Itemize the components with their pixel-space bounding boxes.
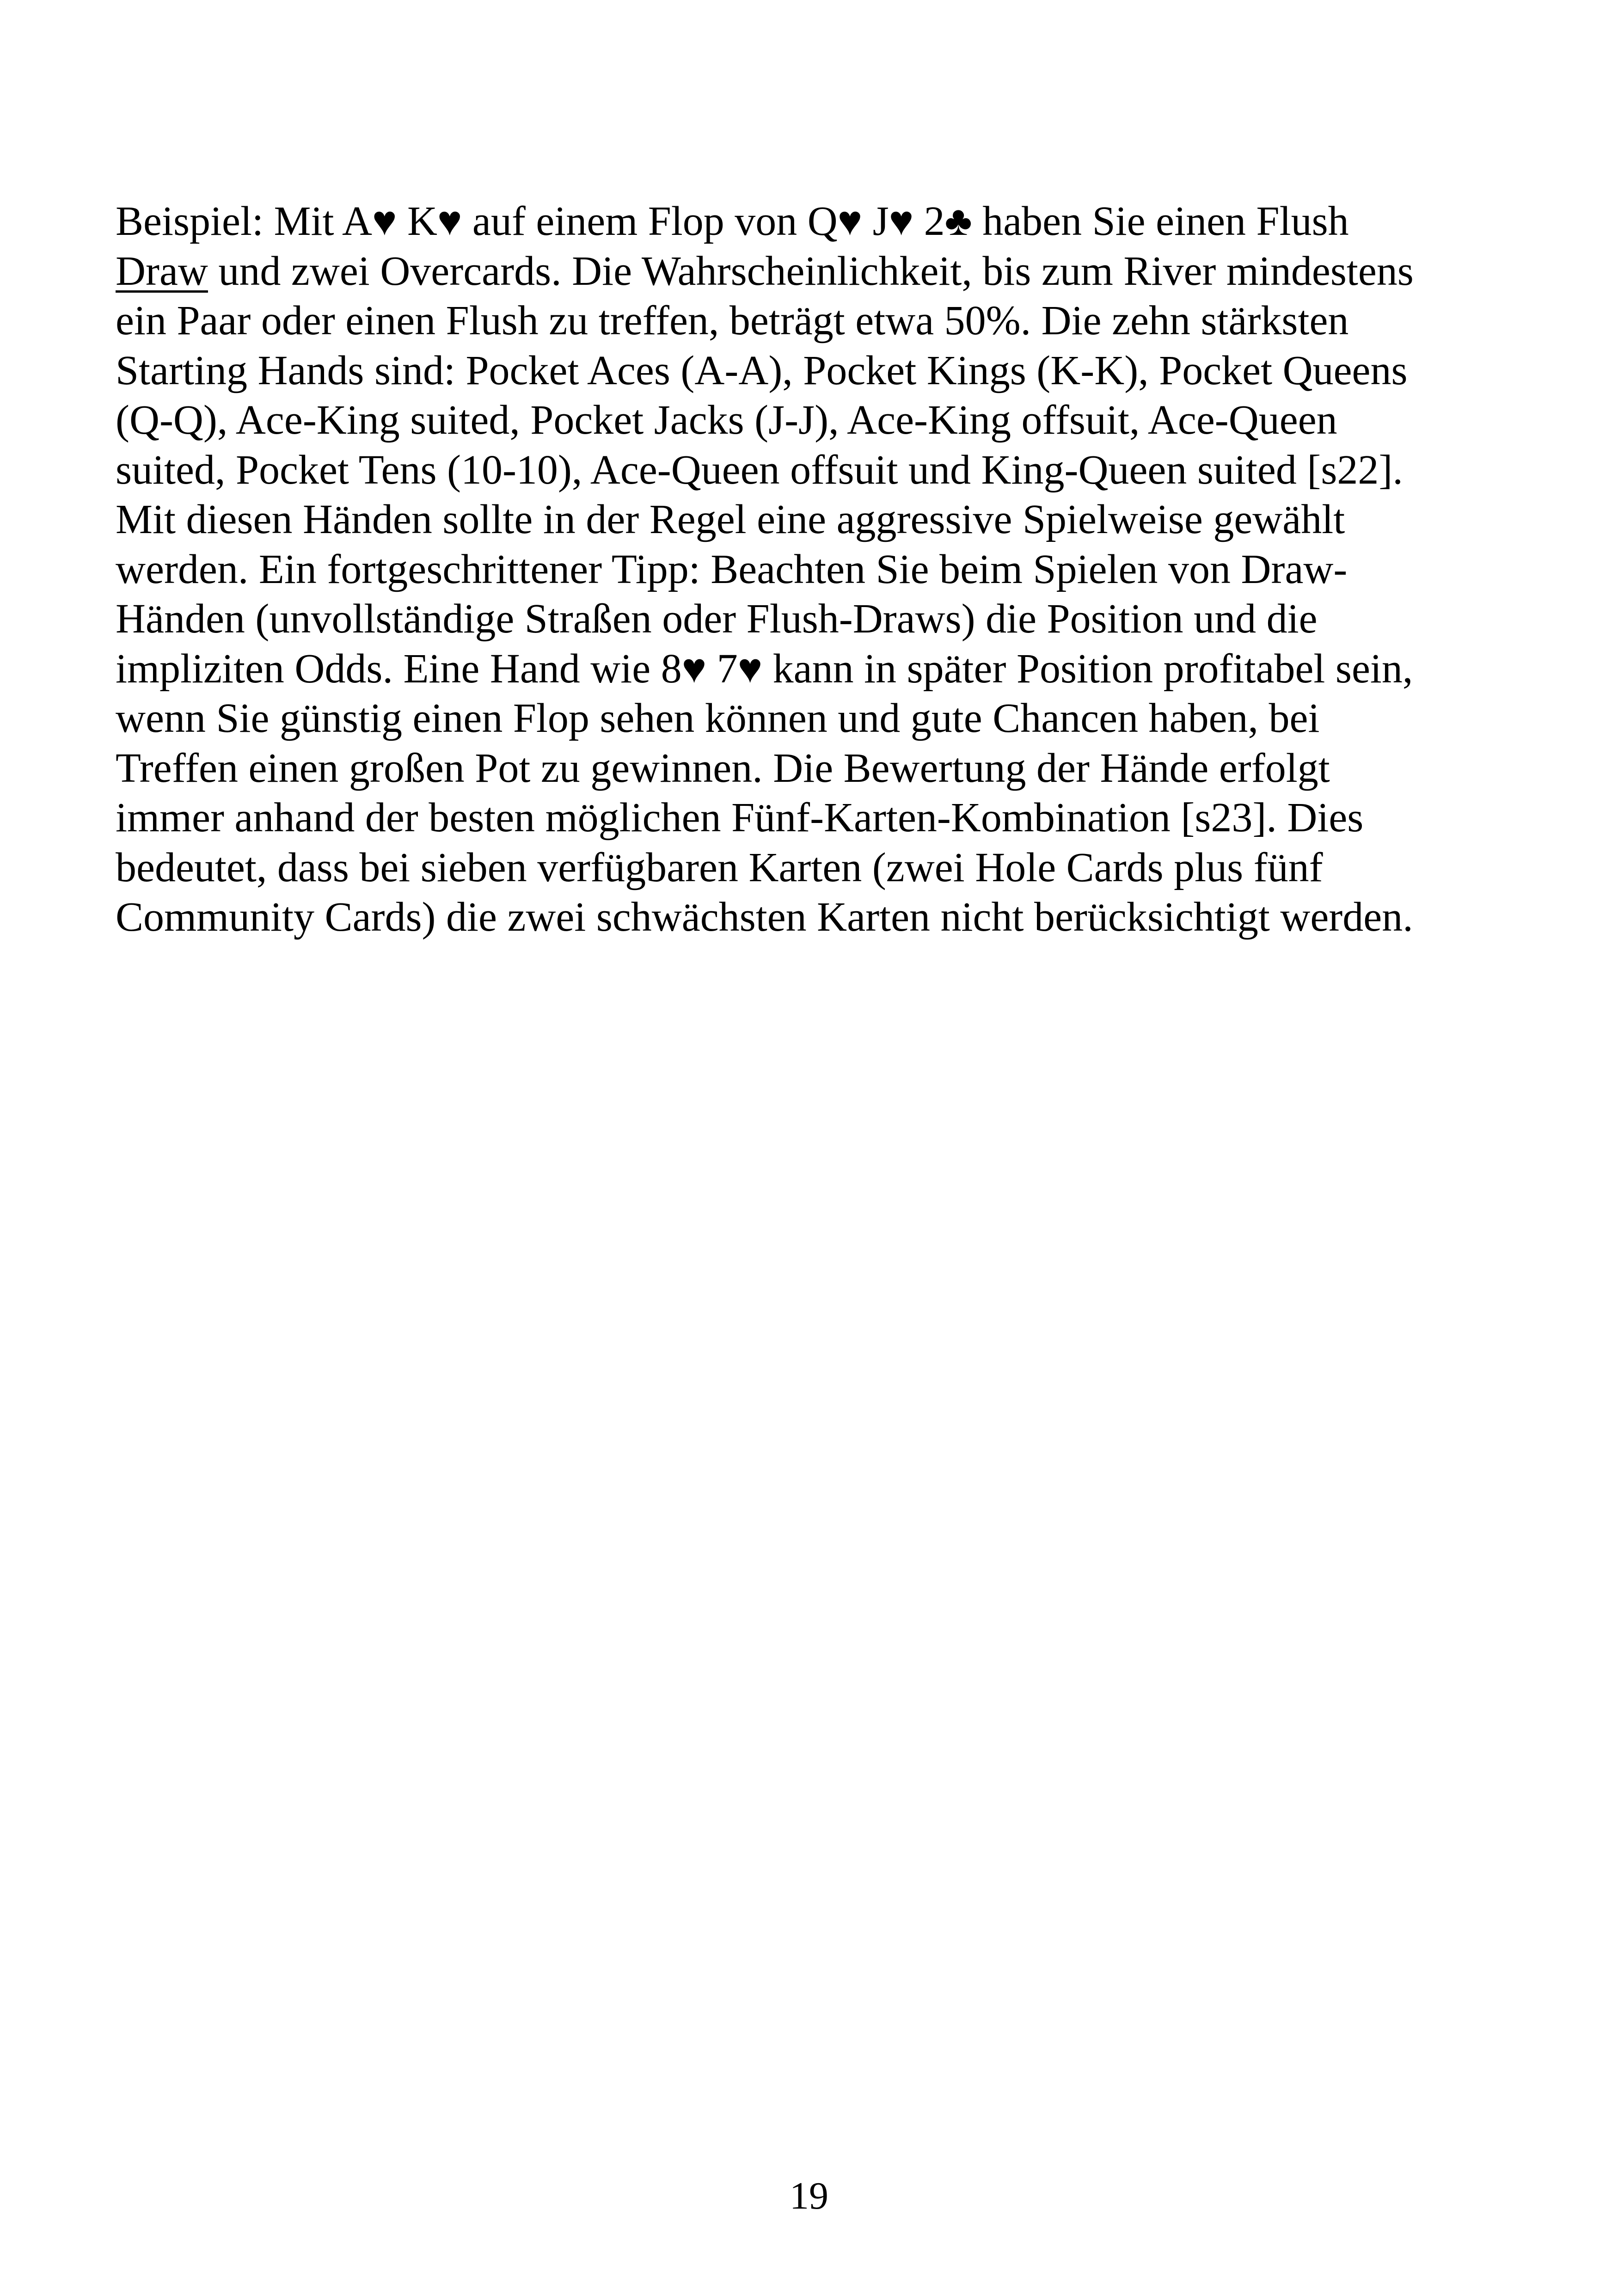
text-line: werden. Ein fortgeschrittener Tipp: Beachten Sie beim Spielen von Draw-: [116, 546, 1348, 592]
page-number: 19: [790, 2174, 828, 2217]
text-line: ein Paar oder einen Flush zu treffen, beträgt etwa 50%. Die zehn stärksten: [116, 298, 1349, 344]
text-line: Beispiel: Mit A♥ K♥ auf einem Flop von Q♥ J♥ 2♣ haben Sie einen Flush: [116, 198, 1349, 244]
underlined-term: Draw: [116, 248, 208, 294]
text-line: Starting Hands sind: Pocket Aces (A-A), Pocket Kings (K-K), Pocket Queens: [116, 347, 1408, 393]
body-paragraph: [116, 196, 1526, 942]
text-line: Händen (unvollständige Straßen oder Flush-Draws) die Position und die: [116, 596, 1318, 642]
text-line: Treffen einen großen Pot zu gewinnen. Die Bewertung der Hände erfolgt: [116, 745, 1330, 791]
text-line: bedeutet, dass bei sieben verfügbaren Karten (zwei Hole Cards plus fünf: [116, 844, 1323, 890]
text-line: impliziten Odds. Eine Hand wie 8♥ 7♥ kann in später Position profitabel sein,: [116, 645, 1413, 692]
text-line: wenn Sie günstig einen Flop sehen können und gute Chancen haben, bei: [116, 695, 1320, 741]
text-line: [116, 246, 1526, 296]
text-line-rest: und zwei Overcards. Die Wahrscheinlichkeit, bis zum River mindestens: [218, 248, 1414, 294]
text-line: Community Cards) die zwei schwächsten Karten nicht berücksichtigt werden.: [116, 894, 1413, 940]
text-line: immer anhand der besten möglichen Fünf-Karten-Kombination [s23]. Dies: [116, 795, 1364, 841]
text-line: suited, Pocket Tens (10-10), Ace-Queen offsuit und King-Queen suited [s22].: [116, 447, 1403, 493]
text-line: (Q-Q), Ace-King suited, Pocket Jacks (J-J), Ace-King offsuit, Ace-Queen: [116, 397, 1337, 443]
text-line: Mit diesen Händen sollte in der Regel eine aggressive Spielweise gewählt: [116, 497, 1345, 542]
